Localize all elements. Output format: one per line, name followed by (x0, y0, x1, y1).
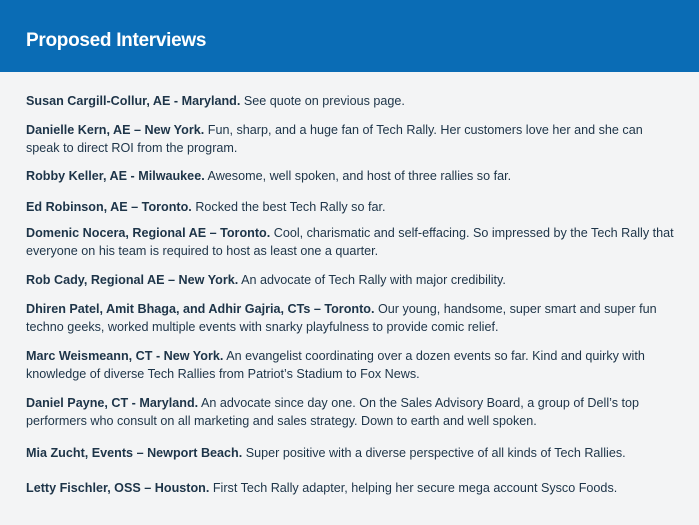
interviewee-description: Awesome, well spoken, and host of three rallies so far. (207, 169, 512, 183)
interviewee-name: Ed Robinson, AE – Toronto. (26, 200, 192, 214)
interviewee-name: Mia Zucht, Events – Newport Beach. (26, 446, 243, 460)
interview-entry (26, 198, 676, 216)
header-bar (0, 0, 699, 72)
interviewee-description: An advocate since day one. On the Sales Advisory Board, a group of Dell’s top performers who consult on all marketing and sales strategy. Down to earth and well spoken. (26, 396, 639, 428)
interview-entry (26, 444, 676, 462)
interviewee-name: Domenic Nocera, Regional AE – Toronto. (26, 226, 271, 240)
interview-entry (26, 167, 676, 185)
interview-entry (26, 479, 676, 497)
interviewee-description: See quote on previous page. (243, 94, 405, 108)
interview-entry (26, 92, 676, 110)
interview-entry (26, 271, 676, 289)
interviewee-description: Cool, charismatic and self-effacing. So impressed by the Tech Rally that everyone on his team is required to host as least one a quarter. (26, 226, 674, 258)
interview-entry (26, 224, 676, 260)
interview-entry (26, 300, 676, 336)
interview-entry (26, 121, 676, 157)
interviewee-name: Daniel Payne, CT - Maryland. (26, 396, 199, 410)
page-title: Proposed Interviews (26, 30, 207, 51)
interviewee-description: Super positive with a diverse perspective of all kinds of Tech Rallies. (245, 446, 626, 460)
interview-entry (26, 394, 676, 430)
interviewee-name: Robby Keller, AE - Milwaukee. (26, 169, 205, 183)
interviewee-name: Letty Fischler, OSS – Houston. (26, 481, 210, 495)
interview-entry (26, 347, 676, 383)
interviewee-description: An evangelist coordinating over a dozen events so far. Kind and quirky with knowledge of diverse Tech Rallies from Patriot’s Stadium to Fox News. (26, 349, 645, 381)
interviewee-name: Rob Cady, Regional AE – New York. (26, 273, 239, 287)
interviewee-description: An advocate of Tech Rally with major credibility. (241, 273, 506, 287)
interviewee-name: Susan Cargill-Collur, AE - Maryland. (26, 94, 241, 108)
interviewee-description: Our young, handsome, super smart and super fun techno geeks, worked multiple events with snarky playfulness to provide comic relief. (26, 302, 657, 334)
interviewee-name: Marc Weismeann, CT - New York. (26, 349, 224, 363)
interviewee-description: Rocked the best Tech Rally so far. (195, 200, 386, 214)
interviewee-description: First Tech Rally adapter, helping her secure mega account Sysco Foods. (212, 481, 618, 495)
interviewee-name: Danielle Kern, AE – New York. (26, 123, 205, 137)
interviewee-name: Dhiren Patel, Amit Bhaga, and Adhir Gajria, CTs – Toronto. (26, 302, 375, 316)
interviewee-description: Fun, sharp, and a huge fan of Tech Rally. Her customers love her and she can speak to direct ROI from the program. (26, 123, 643, 155)
